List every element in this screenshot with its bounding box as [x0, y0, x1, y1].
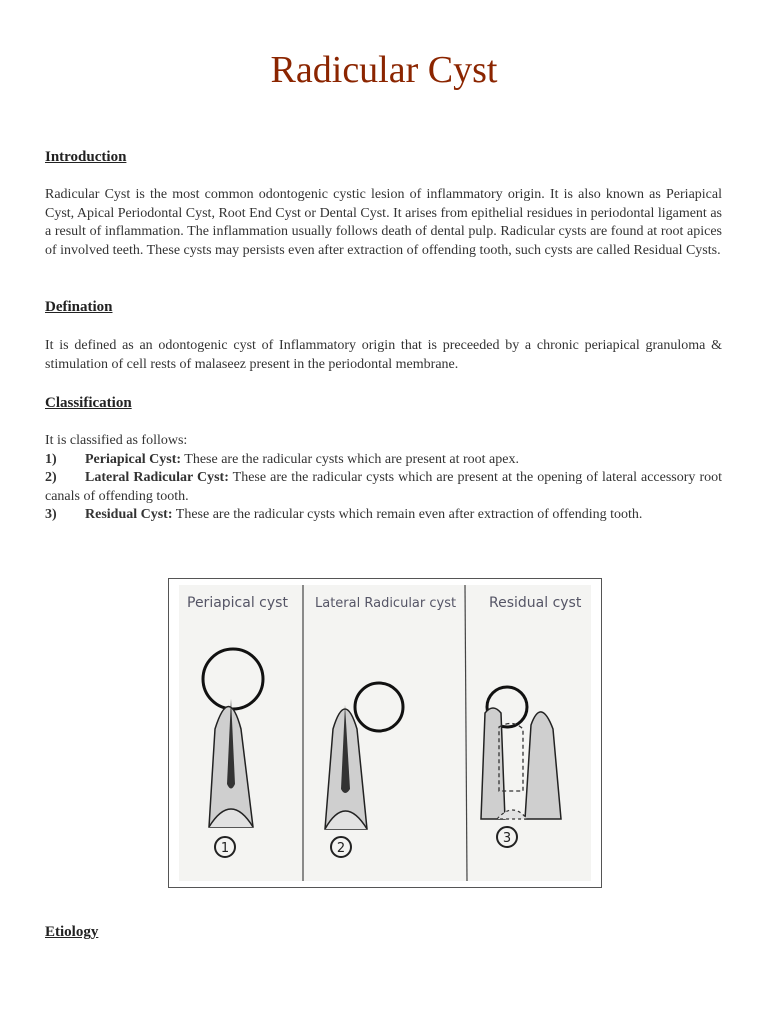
definition-text: It is defined as an odontogenic cyst of Inflammatory origin that is preceeded by a chronic periapical granuloma & stimulation of cell rests of malaseez present in the periodontal membrane.: [45, 338, 722, 372]
figure-number-1: 1: [220, 841, 230, 856]
panel-label-periapical: Periapical cyst: [187, 595, 288, 611]
list-number: 3): [45, 507, 57, 522]
page-title: Radicular Cyst: [270, 49, 498, 91]
list-text: These are the radicular cysts which are present at root apex.: [181, 451, 519, 467]
list-item: [45, 506, 722, 525]
list-number: 1): [45, 451, 57, 467]
list-term: Periapical Cyst:: [85, 451, 182, 467]
list-text: These are the radicular cysts which remain even after extraction of offending tooth.: [172, 507, 643, 522]
classification-intro: It is classified as follows:: [45, 433, 188, 448]
list-number: 2): [45, 470, 57, 485]
list-term: Lateral Radicular Cyst:: [85, 470, 229, 485]
cyst-illustration: [168, 578, 602, 888]
figure-number-2: 2: [336, 841, 346, 856]
figure-number-3: 3: [502, 831, 512, 846]
list-item: [45, 451, 722, 470]
classification-heading: Classification: [45, 395, 132, 411]
panel-label-lateral: Lateral Radicular cyst: [315, 596, 457, 611]
list-term: Residual Cyst:: [85, 507, 173, 522]
list-item: [45, 469, 722, 506]
etiology-heading: Etiology: [45, 924, 99, 940]
introduction-heading: Introduction: [45, 149, 127, 165]
classification-list: [45, 432, 722, 525]
definition-heading: Defination: [45, 299, 113, 315]
introduction-text: Radicular Cyst is the most common odontogenic cystic lesion of inflammatory origin. It is also known as Periapical Cyst, Apical Periodontal Cyst, Root End Cyst or Dental Cyst. It arises from epithelial residues in periodontal ligament as a result of inflammation. The inflammation usually follows death of dental pulp. Radicular cysts are found at root apices of involved teeth. These cysts may persists even after extraction of offending tooth, such cysts are called Residual Cysts.: [45, 187, 722, 258]
cyst-drawing: [169, 579, 601, 887]
panel-label-residual: Residual cyst: [489, 595, 582, 611]
list-text: These are the radicular cysts which are present at the opening of lateral accessory root canals of offending tooth.: [45, 470, 722, 504]
